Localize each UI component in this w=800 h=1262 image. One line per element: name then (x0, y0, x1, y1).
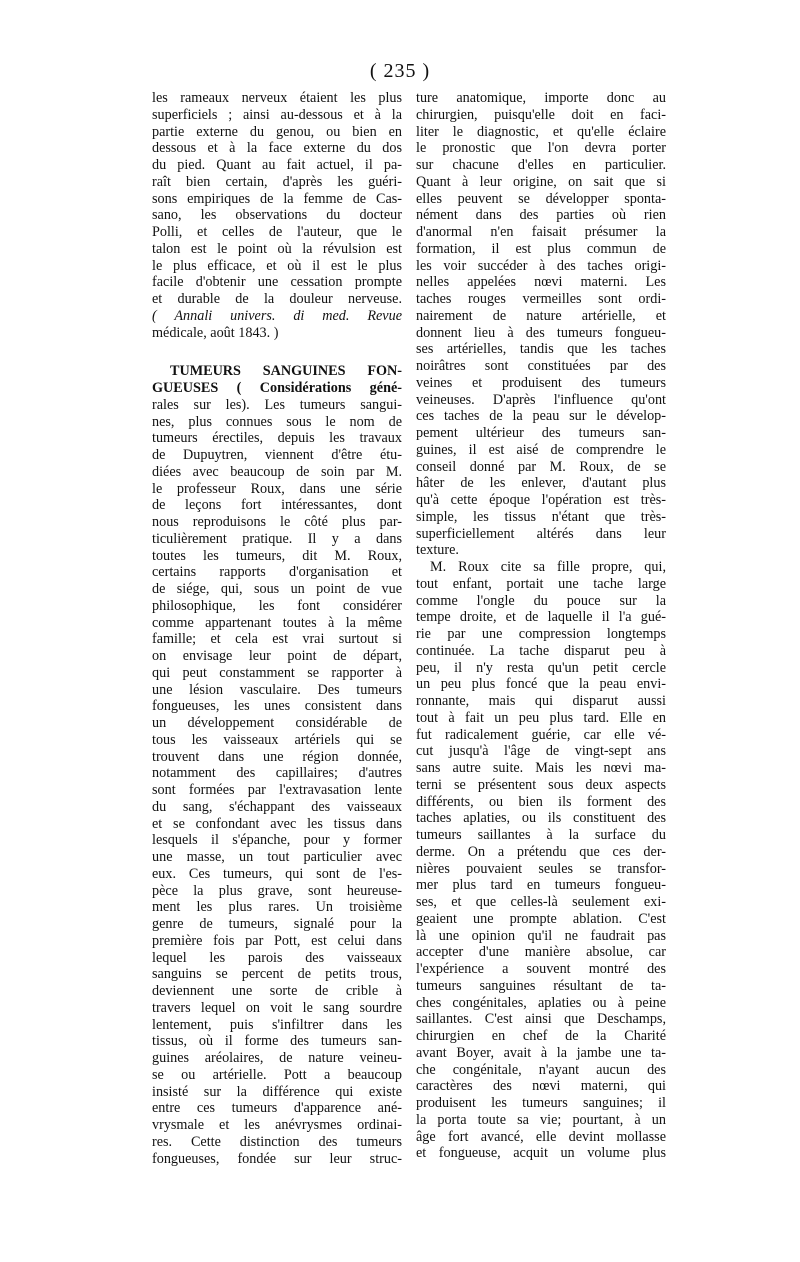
text-line: produisent les tumeurs sanguines; il (416, 1095, 666, 1111)
text-line: famille; et cela est vrai surtout si (152, 631, 402, 648)
text-line: conseil donné par M. Roux, de se (416, 458, 666, 475)
text-line: lentement, puis s'infiltrer dans les (152, 1016, 402, 1033)
text-line: le plus efficace, et où il est le plus (152, 257, 402, 274)
text-line: peu, il n'y resta qu'un petit cercle (416, 659, 666, 676)
text-line: les rameaux nerveux étaient les plus (152, 90, 402, 106)
text-line: chirurgien, puisqu'elle doit en faci- (416, 106, 666, 123)
text-line: simple, les tissus n'étant que très- (416, 508, 666, 525)
text-line: dessous et à la face externe du dos (152, 140, 402, 157)
text-line: là une opinion qu'il ne faudrait pas (416, 927, 666, 944)
text-line: geaient une prompte ablation. C'est (416, 910, 666, 927)
text-line: veineuses. D'après l'influence qu'ont (416, 391, 666, 408)
text-line: ses artérielles, tandis que les taches (416, 341, 666, 358)
text-line: formation, il est plus commun de (416, 240, 666, 257)
text-line: ( Annali univers. di med. Revue (152, 307, 402, 324)
text-line: nières pouvaient seules se transfor- (416, 860, 666, 877)
text-line: TUMEURS SANGUINES FON- (170, 363, 402, 380)
text-line: pement ultérieur des tumeurs san- (416, 425, 666, 441)
text-line: rie par une compression longtemps (416, 626, 666, 642)
text-line: un développement considérable de (152, 715, 402, 731)
text-line: elles peuvent se développer sponta- (416, 190, 666, 207)
text-line: notamment des capillaires; d'autres (152, 765, 402, 782)
text-line: taches aplaties, ou ils constituent des (416, 810, 666, 827)
text-line: texture. (416, 542, 459, 559)
text-line: sont formées par l'extravasation lente (152, 782, 402, 798)
text-line: ches congénitales, aplaties ou à peine (416, 994, 666, 1011)
text-line: nelles appelées nœvi materni. Les (416, 274, 666, 291)
text-line: médicale, août 1843. ) (152, 324, 279, 341)
text-line: et se confondant avec les tissus dans (152, 815, 402, 832)
text-line: et fongueuse, acquit un volume plus (416, 1145, 666, 1162)
text-line: taches rouges vermeilles sont ordi- (416, 291, 666, 307)
text-line: eux. Ces tumeurs, qui sont de l'es- (152, 865, 402, 882)
text-line: rales sur les). Les tumeurs sangui- (152, 396, 402, 413)
text-line: tout enfant, portait une tache large (416, 575, 666, 592)
text-line: de leçons fort intéressantes, dont (152, 497, 402, 514)
text-line: talon est le point où la révulsion est (152, 240, 402, 257)
text-line: les voir succéder à des taches origi- (416, 257, 666, 274)
text-line: derme. On a prétendu que ces der- (416, 843, 666, 860)
text-line: facile d'obtenir une cessation prompte (152, 274, 402, 291)
text-line: deviennent une sorte de crible à (152, 983, 402, 999)
text-line: qui peut constamment se rapporter à (152, 664, 402, 681)
text-line: fut radicalement guérie, car elle vé- (416, 726, 666, 743)
text-line: ces taches de la peau sur le dévelop- (416, 408, 666, 425)
text-line: caractères des nœvi materni, qui (416, 1078, 666, 1095)
text-line: terni se présentent sous deux aspects (416, 776, 666, 793)
text-line: sanguins se percent de petits trous, (152, 966, 402, 983)
text-line: Polli, et celles de l'auteur, que le (152, 224, 402, 240)
text-line: une lésion vasculaire. Des tumeurs (152, 681, 402, 698)
text-line: âge fort avancé, elle devint mollasse (416, 1128, 666, 1145)
text-line: certains rapports d'organisation et (152, 564, 402, 581)
text-line: philosophique, les font considérer (152, 597, 402, 614)
text-line: sano, les observations du docteur (152, 207, 402, 224)
text-line: chirurgien en chef de la Charité (416, 1028, 666, 1044)
text-line: différents, ou bien ils forment des (416, 793, 666, 810)
text-line: Quant à leur origine, on sait que si (416, 173, 666, 190)
text-line: guines aréolaires, de nature veineu- (152, 1050, 402, 1066)
text-line: avant Boyer, avait à la jambe une ta- (416, 1044, 666, 1061)
text-line: d'anormal n'en faisait présumer la (416, 224, 666, 240)
text-line: sons empiriques de la femme de Cas- (152, 190, 402, 207)
text-line: qu'à cette époque l'opération est très- (416, 492, 666, 508)
text-line: ronnante, mais qui disparut aussi (416, 693, 666, 709)
text-line: che congénitale, n'ayant aucun des (416, 1061, 666, 1078)
text-line: hâter de les enlever, d'autant plus (416, 475, 666, 492)
text-line: superficiellement altérés dans leur (416, 525, 666, 542)
text-line: insisté sur la différence qui existe (152, 1083, 402, 1100)
text-line: ticulièrement pratique. Il y a dans (152, 530, 402, 547)
text-line: sur chacune d'elles en particulier. (416, 157, 666, 173)
text-line: tout à fait un peu plus tard. Elle en (416, 709, 666, 726)
text-line: noirâtres sont constituées par des (416, 358, 666, 374)
text-line: fongueuses, les unes consistent dans (152, 698, 402, 715)
text-line: sans autre suite. Mais les nœvi ma- (416, 760, 666, 776)
text-line: comme appartenant toutes à la même (152, 614, 402, 631)
text-line: GUEUSES ( Considérations géné- (152, 380, 402, 396)
text-line: liter le diagnostic, et qu'elle éclaire (416, 123, 666, 140)
left-column (152, 90, 402, 1167)
text-line: vrysmale et les anévrysmes ordinai- (152, 1117, 402, 1133)
text-line: diées avec beaucoup de soin par M. (152, 463, 402, 480)
text-line: fongueuses, fondée sur leur struc- (152, 1150, 402, 1167)
text-line: nément dans des parties où rien (416, 207, 666, 224)
text-line: guines, il est aisé de comprendre le (416, 441, 666, 458)
text-line: genre de tumeurs, signalé pour la (152, 916, 402, 932)
text-line: une masse, un tout particulier avec (152, 849, 402, 865)
text-line: tumeurs érectiles, depuis les travaux (152, 430, 402, 447)
text-line: entre ces tumeurs d'apparence ané- (152, 1100, 402, 1117)
text-line: le professeur Roux, dans une série (152, 480, 402, 497)
text-line: tumeurs saillantes à la surface du (416, 827, 666, 843)
text-line: res. Cette distinction des tumeurs (152, 1133, 402, 1150)
text-line: tous les vaisseaux artériels qui se (152, 731, 402, 748)
text-line: de siége, qui, sous un point de vue (152, 581, 402, 597)
text-line: l'expérience a souvent montré des (416, 961, 666, 977)
text-line: travers lequel on voit le sang sourdre (152, 999, 402, 1016)
text-line: du pied. Quant au fait actuel, il pa- (152, 157, 402, 173)
text-line: tissus, où il forme des tumeurs san- (152, 1033, 402, 1050)
text-line: M. Roux cite sa fille propre, qui, (430, 559, 666, 575)
text-line: tempe droite, et de laquelle il l'a gué- (416, 609, 666, 626)
text-line: ment les plus rares. Un troisième (152, 899, 402, 916)
text-line: du sang, s'échappant des vaisseaux (152, 798, 402, 815)
text-line: veines et produisent des tumeurs (416, 374, 666, 391)
text-line: mer plus tard en tumeurs fongueu- (416, 877, 666, 894)
text-line: le pronostic que l'on devra porter (416, 140, 666, 157)
text-line: un peu plus foncé que la peau envi- (416, 676, 666, 693)
text-line: première fois par Pott, est celui dans (152, 932, 402, 949)
text-line: de Dupuytren, viennent d'être étu- (152, 447, 402, 463)
text-line: toutes les tumeurs, dit M. Roux, (152, 547, 402, 564)
text-line: la porta toute sa vie; pourtant, à un (416, 1111, 666, 1128)
text-line: se ou artérielle. Pott a beaucoup (152, 1066, 402, 1083)
text-line: donnent lieu à des tumeurs fongueu- (416, 324, 666, 341)
text-line: cut jusqu'à l'âge de vingt-sept ans (416, 743, 666, 760)
text-line: ture anatomique, importe donc au (416, 90, 666, 106)
text-line: partie externe du genou, ou bien en (152, 123, 402, 140)
text-line: lesquels il s'épanche, pour y former (152, 832, 402, 849)
text-line: raît bien certain, d'après les guéri- (152, 173, 402, 190)
page-number: ( 235 ) (369, 60, 431, 82)
text-line: continuée. La tache disparut peu à (416, 642, 666, 659)
text-line: saillantes. C'est ainsi que Deschamps, (416, 1011, 666, 1028)
text-line: accepter d'une manière absolue, car (416, 944, 666, 961)
text-line: et durable de la douleur nerveuse. (152, 291, 402, 307)
text-line: superficiels ; ainsi au-dessous et à la (152, 106, 402, 123)
text-line: nairement de nature artérielle, et (416, 307, 666, 324)
text-line: tumeurs sanguines résultant de ta- (416, 977, 666, 994)
text-line: ses, et que celles-là seulement exi- (416, 894, 666, 910)
text-line: trouvent dans une région donnée, (152, 748, 402, 765)
text-line: nes, plus connues sous le nom de (152, 413, 402, 430)
text-line: lequel les parois des vaisseaux (152, 949, 402, 966)
text-line: pèce la plus grave, sont heureuse- (152, 882, 402, 899)
text-line: on envisage leur point de départ, (152, 648, 402, 664)
text-line: comme l'ongle du pouce sur la (416, 592, 666, 609)
text-line: nous reproduisons le côté plus par- (152, 514, 402, 530)
right-column (416, 90, 666, 1162)
